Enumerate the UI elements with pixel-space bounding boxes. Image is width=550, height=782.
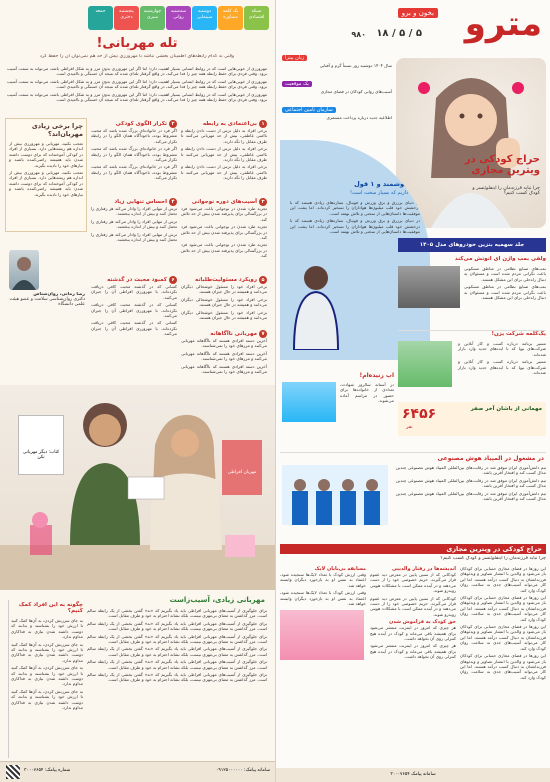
blue-subheading: قبول داریم که بسیار سخت است!	[350, 190, 420, 196]
footer-number: سامانه پیامک: ۰۹۱۲۵۰۰۰۰۰۰	[216, 768, 270, 773]
section-title-text: مهربانی ناآگاهانه	[210, 331, 257, 337]
news-item-1	[398, 256, 546, 328]
teaser-text: سال ۱۴۰۴ دوشنبه روز نسبتاً گرم و آفتابی	[319, 63, 392, 68]
stat-title: مهمانی از باشان آخر صفر	[470, 406, 542, 412]
mid-text: این روزها در فضای مجازی حسابی برای کودکان باز می‌شود و والدین با انتشار تصاویر و ویدئوهای فرزندانشان به دنبال کسب درآمد هستند. اما این کار می‌تواند آسیب‌های جدی به سلامت روان کودک وارد کند. این روزها در فضای مجازی حسابی برای کودکان باز می‌شود و والدین با انتشار تصاویر و ویدئوهای فرزندانشان به دنبال کسب درآمد هستند. اما این کار می‌تواند آسیب‌های جدی به سلامت روان کودک وارد کند. این روزها در فضای مجازی حسابی برای کودکان باز می‌شود و والدین با انتشار تصاویر و ویدئوهای فرزندانشان به دنبال کسب درآمد هستند. اما این کار می‌تواند آسیب‌های جدی به سلامت روان کودک وارد کند. این روزها در فضای مجازی حسابی برای کودکان باز می‌شود و والدین با انتشار تصاویر و ویدئوهای فرزندانشان به دنبال کسب درآمد هستند. اما این کار می‌تواند آسیب‌های جدی به سلامت روان کودک وارد کند.	[460, 566, 546, 680]
col-3-title: مسابقه بی‌پایان لایک	[314, 566, 366, 572]
section-number: ۷	[259, 330, 267, 338]
olympiad-photo	[282, 465, 388, 525]
section-number: ۵	[259, 276, 267, 284]
issue-number: ۹۸۰	[351, 30, 366, 39]
category-tab[interactable]: دوشنبه سینمایی	[192, 6, 217, 30]
section-text: آخرین دسته افرادی هستند که ناآگاهانه مهربانی می‌کنند و مرزهای خود را نمی‌شناسند. آخرین دسته افرادی هستند که ناآگاهانه مهربانی می‌کنند و مرزهای خود را نمی‌شناسند. آخرین دسته افرادی هستند که ناآگاهانه مهربانی می‌کنند و مرزهای خود را نمی‌شناسند.	[181, 338, 267, 375]
section-title	[91, 120, 177, 128]
section-title	[181, 330, 267, 338]
col-3-text: وقتی ارزش کودک با تعداد لایک‌ها سنجیده شود، اعتماد به نفس او به بازخورد دیگران وابسته خواهد شد. وقتی ارزش کودک با تعداد لایک‌ها سنجیده شود، اعتماد به نفس او به بازخورد دیگران وابسته خواهد شد.	[280, 572, 366, 607]
expert-name: رضا زمانی، روان‌شناس	[33, 292, 85, 297]
teaser-item[interactable]	[282, 96, 392, 120]
teaser-title: سازمان تأمین اجتماعی	[282, 107, 336, 113]
news-item-2	[398, 330, 546, 401]
bottom-side-title: چگونه به این افراد کمک کنیم؟	[18, 602, 83, 614]
logo: مترو	[464, 4, 542, 44]
pool-text: در آستانه سالروز شهادت، تعدادی از خانواده‌ها برای حضور در مراسم آماده می‌شوند.	[340, 382, 394, 404]
section-number: ۱	[259, 120, 267, 128]
blue-heading: یک هوشمند و ۱ قول	[354, 180, 420, 188]
news-2-title: یک‌کلمه شرکت یزن!	[491, 331, 546, 337]
page-subtitle: وقتی به کدام رابطه‌های اطمینان بخشی نباشد با مهرورزی بیش از حد هم نمی‌توان آن را حفظ کرد	[39, 54, 235, 59]
section-title-text: بی‌اعتمادی به رابطه	[202, 121, 257, 127]
mid-subtitle: چرا نباید فرزندمان را اینفلوئنسر و کودک کسب کنیم؟	[440, 556, 546, 561]
sidebar-box	[5, 118, 87, 232]
bottom-side	[8, 600, 85, 758]
section-number: ۲	[169, 120, 177, 128]
stat-label: نفر	[406, 424, 413, 430]
book-cover-left: کتاب: دیگر مهربانی نکن	[18, 415, 64, 475]
section-item	[91, 198, 177, 272]
teaser-title: یک موقعیت	[282, 81, 312, 87]
section-item	[181, 120, 267, 194]
section-title	[181, 120, 267, 128]
category-tab[interactable]: شبکه اقتصادی	[244, 6, 269, 30]
pool-story	[282, 372, 394, 450]
stat-number: ۶۴۵۶	[402, 406, 437, 422]
section-title-text: احساس تنهایی زیاد	[114, 199, 167, 205]
bottom-text: برای جلوگیری از آسیب‌های مهربانی افراطی باید یاد بگیریم که «نه» گفتن بخشی از یک رابطه سالم است. مرز گذاشتن به معنای بی‌مهری نیست، بلکه نشانه احترام به خود و طرف مقابل است. برای جلوگیری از آسیب‌های مهربانی افراطی باید یاد بگیریم که «نه» گفتن بخشی از یک رابطه سالم است. مرز گذاشتن به معنای بی‌مهری نیست، بلکه نشانه احترام به خود و طرف مقابل است. برای جلوگیری از آسیب‌های مهربانی افراطی باید یاد بگیریم که «نه» گفتن بخشی از یک رابطه سالم است. مرز گذاشتن به معنای بی‌مهری نیست، بلکه نشانه احترام به خود و طرف مقابل است. برای جلوگیری از آسیب‌های مهربانی افراطی باید یاد بگیریم که «نه» گفتن بخشی از یک رابطه سالم است. مرز گذاشتن به معنای بی‌مهری نیست، بلکه نشانه احترام به خود و طرف مقابل است. برای جلوگیری از آسیب‌های مهربانی افراطی باید یاد بگیریم که «نه» گفتن بخشی از یک رابطه سالم است. مرز گذاشتن به معنای بی‌مهری نیست، بلکه نشانه احترام به خود و طرف مقابل است. برای جلوگیری از آسیب‌های مهربانی افراطی باید یاد بگیریم که «نه» گفتن بخشی از یک رابطه سالم است. مرز گذاشتن به معنای بی‌مهری نیست، بلکه نشانه احترام به خود و طرف مقابل است.	[87, 608, 267, 683]
section-title	[91, 198, 177, 206]
col-2-text: هر چیزی که امروز در اینترنت منتشر می‌شود برای همیشه باقی می‌ماند و کودک در آینده هیچ کنترلی روی آن نخواهد داشت. هر چیزی که امروز در اینترنت منتشر می‌شود برای همیشه باقی می‌ماند و کودک در آینده هیچ کنترلی روی آن نخواهد داشت.	[370, 625, 456, 660]
section-item	[91, 276, 177, 350]
blue-text: در دنیای پرزرق و برق ورزش و فوتبال، ستاره‌های زیادی هستند که با درخشش خود قلب میلیون‌ها هواداران را تسخیر کرده‌اند. اما پشت این موفقیت‌ها داستان‌هایی از سختی و تلاش نهفته است. در دنیای پرزرق و برق ورزش و فوتبال، ستاره‌های زیادی هستند که با درخشش خود قلب میلیون‌ها هواداران را تسخیر کرده‌اند. اما پشت این موفقیت‌ها داستان‌هایی از سختی و تلاش نهفته است.	[290, 200, 420, 235]
section-title-text: آسیب‌های دوره نوجوانی	[191, 199, 257, 205]
section-title-text: رویکرد مسئولیت‌طلبانه	[195, 277, 257, 283]
expert-note: دکتری روان‌شناسی سلامت و عضو هیئت علمی دانشگاه	[9, 297, 85, 307]
news-1-title: ولفی بمب واژن آی اتوتش می‌کند	[454, 256, 546, 262]
section-number: ۴	[169, 198, 177, 206]
sidebar-text: تعجب نکنید، مهربانی و مهرورزی بیش از اندازه هم ریشه‌هایی دارد. بسیاری از افراد در کودکی آموخته‌اند که برای دوست داشته شدن باید همیشه راضی‌کننده باشند و نیازهای خود را نادیده بگیرند. تعجب نکنید، مهربانی و مهرورزی بیش از اندازه هم ریشه‌هایی دارد. بسیاری از افراد در کودکی آموخته‌اند که برای دوست داشته شدن باید همیشه راضی‌کننده باشند و نیازهای خود را نادیده بگیرند.	[9, 141, 83, 197]
masthead	[280, 4, 546, 44]
col-1-title: اندیشه‌ها در رفتار والدینی	[391, 566, 456, 572]
expert-photo	[9, 250, 39, 290]
footer-sms: شماره پیامک: ۳۰۰۰۷۶۵۴	[24, 768, 71, 773]
category-tab[interactable]: سه‌شنبه روانی	[166, 6, 191, 30]
section-text: اگر فرد در خانواده‌ای بزرگ شده باشد که محبت مشروط بوده، ناخودآگاه همان الگو را در رابطه تکرار می‌کند. اگر فرد در خانواده‌ای بزرگ شده باشد که محبت مشروط بوده، ناخودآگاه همان الگو را در رابطه تکرار می‌کند. اگر فرد در خانواده‌ای بزرگ شده باشد که محبت مشروط بوده، ناخودآگاه همان الگو را در رابطه تکرار می‌کند.	[91, 128, 177, 181]
bottom-side-text: به جای سرزنش کردن، به آن‌ها کمک کنید تا ارزش خود را بشناسند و بدانند که دوست داشته شدن نیازی به فداکاری مداوم ندارد. به جای سرزنش کردن، به آن‌ها کمک کنید تا ارزش خود را بشناسند و بدانند که دوست داشته شدن نیازی به فداکاری مداوم ندارد. به جای سرزنش کردن، به آن‌ها کمک کنید تا ارزش خود را بشناسند و بدانند که دوست داشته شدن نیازی به فداکاری مداوم ندارد. به جای سرزنش کردن، به آن‌ها کمک کنید تا ارزش خود را بشناسند و بدانند که دوست داشته شدن نیازی به فداکاری مداوم ندارد.	[11, 618, 83, 711]
logo-subtitle: بخون و برو	[398, 8, 438, 18]
news-2-photo	[398, 341, 452, 387]
category-tab[interactable]: پنجشنبه دختری	[114, 6, 139, 30]
column-3	[280, 566, 366, 762]
section-title	[91, 276, 177, 284]
section-item	[181, 198, 267, 272]
category-tab[interactable]: جمعه	[88, 6, 113, 30]
intro-text: مهرورزی از خوبی‌هایی است که در روابط انسانی بسیار اهمیت دارد؛ اما اگر این مهرورزی بدون مرز و به شکل افراطی باشد، می‌تواند به سمت آسیب برود. وقتی فردی برای حفظ رابطه همه چیز را فدا می‌کند، در واقع گرفتار تله‌ای شده که نتیجه آن خستگی و ناامیدی است. مهرورزی از خوبی‌هایی است که در روابط انسانی بسیار اهمیت دارد؛ اما اگر این مهرورزی بدون مرز و به شکل افراطی باشد، می‌تواند به سمت آسیب برود. وقتی فردی برای حفظ رابطه همه چیز را فدا می‌کند، در واقع گرفتار تله‌ای شده که نتیجه آن خستگی و ناامیدی است. مهرورزی از خوبی‌هایی است که در روابط انسانی بسیار اهمیت دارد؛ اما اگر این مهرورزی بدون مرز و به شکل افراطی باشد، می‌تواند به سمت آسیب برود. وقتی فردی برای حفظ رابطه همه چیز را فدا می‌کند، در واقع گرفتار تله‌ای شده که نتیجه آن خستگی و ناامیدی است.	[7, 66, 267, 103]
olympiad-story	[280, 452, 546, 541]
news-1-text: بمب‌های صنایع نظامی در مناطق مسکونی باعث نگرانی مردم شده است و مسئولان به دنبال راه‌حلی برای این مشکل هستند. بمب‌های صنایع نظامی در مناطق مسکونی باعث نگرانی مردم شده است و مسئولان به دنبال راه‌حلی برای این مشکل هستند.	[464, 266, 546, 301]
olympiad-text: تیم دانش‌آموزی ایران موفق شد در رقابت‌های بین‌المللی المپیاد هوش مصنوعی چندین مدال کسب کند و افتخار آفرین باشد. تیم دانش‌آموزی ایران موفق شد در رقابت‌های بین‌المللی المپیاد هوش مصنوعی چندین مدال کسب کند و افتخار آفرین باشد. تیم دانش‌آموزی ایران موفق شد در رقابت‌های بین‌المللی المپیاد هوش مصنوعی چندین مدال کسب کند و افتخار آفرین باشد.	[396, 465, 546, 502]
news-1-photo	[398, 266, 460, 308]
expert-caption	[7, 292, 85, 307]
section-item	[91, 120, 177, 194]
footballer-photo	[284, 260, 348, 350]
section-title-text: کمبود محبت در گذشته	[107, 277, 167, 283]
section-text: کسانی که در گذشته محبت کافی دریافت نکرده‌اند، با مهرورزی افراطی آن را جبران می‌کنند. کسانی که در گذشته محبت کافی دریافت نکرده‌اند، با مهرورزی افراطی آن را جبران می‌کنند. کسانی که در گذشته محبت کافی دریافت نکرده‌اند، با مهرورزی افراطی آن را جبران می‌کنند.	[91, 284, 177, 337]
section-number: ۶	[169, 276, 177, 284]
hero-title: حراج کودکی در ویترین مجازی	[464, 154, 540, 176]
olympiad-title: در مشغول در المپیاد هوش مصنوعی	[437, 455, 544, 462]
section-number: ۳	[259, 198, 267, 206]
category-tab[interactable]: یک کلمه مشاوره	[218, 6, 243, 30]
col-2-title: حق کودک به فراموش شدن	[388, 619, 456, 626]
col-1-text: کودکانی که از سنین پایین در معرض دید عموم قرار می‌گیرند، حریم خصوصی خود را از دست می‌دهند و در آینده ممکن است با مشکلات هویتی روبه‌رو شوند. کودکانی که از سنین پایین در معرض دید عموم قرار می‌گیرند، حریم خصوصی خود را از دست می‌دهند و در آینده ممکن است با مشکلات هویتی روبه‌رو شوند.	[370, 572, 456, 617]
section-title	[181, 198, 267, 206]
pool-photo	[282, 382, 336, 422]
page-title: تله مهربانی!	[96, 36, 178, 51]
sidebar-title: چرا برخی زیادی مهربان‌اند؟	[31, 122, 83, 138]
section-title	[181, 276, 267, 284]
news-2-text: مسیر برنامه درباره کسب و کار آنلاین و شرکت‌های نوپا که با ایده‌های جدید وارد بازار شده‌اند. مسیر برنامه درباره کسب و کار آنلاین و شرکت‌های نوپا که با ایده‌های جدید وارد بازار شده‌اند.	[458, 341, 546, 376]
section-text: ترس از تنهایی افراد را وادار می‌کند هر رفتاری را تحمل کنند و بیش از اندازه ببخشند. ترس از تنهایی افراد را وادار می‌کند هر رفتاری را تحمل کنند و بیش از اندازه ببخشند. ترس از تنهایی افراد را وادار می‌کند هر رفتاری را تحمل کنند و بیش از اندازه ببخشند.	[91, 206, 177, 243]
fuel-banner: جلد سهمیه‌ بنزین خودروهای مدل ۱۴۰۵	[398, 238, 546, 252]
column-1	[460, 566, 546, 762]
teaser-title: زنان پیتزا	[282, 55, 307, 61]
teaser-text: آسیب‌های روانی کودکان در فضای مجازی	[320, 89, 392, 94]
teaser-item[interactable]	[282, 70, 392, 94]
qr-code-icon	[6, 765, 20, 779]
phone-photo	[280, 610, 364, 660]
teaser-text: اطلاعیه جدید درباره پرداخت مستمری	[326, 115, 392, 120]
section-text: تجربه طرد شدن در نوجوانی باعث می‌شود فرد در بزرگسالی برای پذیرفته شدن بیش از حد تلاش کند. تجربه طرد شدن در نوجوانی باعث می‌شود فرد در بزرگسالی برای پذیرفته شدن بیش از حد تلاش کند. تجربه طرد شدن در نوجوانی باعث می‌شود فرد در بزرگسالی برای پذیرفته شدن بیش از حد تلاش کند.	[181, 206, 267, 259]
mid-title: حراج کودکی در ویترین مجازی	[280, 544, 546, 554]
section-text: برخی افراد به دلیل ترس از دست دادن رابطه و ناامنی عاطفی، بیش از حد مهربانی می‌کنند تا طرف مقابل را نگه دارند. برخی افراد به دلیل ترس از دست دادن رابطه و ناامنی عاطفی، بیش از حد مهربانی می‌کنند تا طرف مقابل را نگه دارند. برخی افراد به دلیل ترس از دست دادن رابطه و ناامنی عاطفی، بیش از حد مهربانی می‌کنند تا طرف مقابل را نگه دارند.	[181, 128, 267, 181]
left-footer	[0, 761, 276, 782]
book-cover-right: مهربان افراطی	[222, 440, 262, 495]
pool-title: آب زنیده‌ام!	[359, 372, 394, 379]
right-page	[276, 0, 550, 782]
teaser-item[interactable]	[282, 44, 392, 68]
category-tab[interactable]: چهارشنبه سبزی	[140, 6, 165, 30]
section-text: برخی افراد خود را مسئول خوشحالی دیگران می‌دانند و همیشه در حال جبران هستند. برخی افراد خود را مسئول خوشحالی دیگران می‌دانند و همیشه در حال جبران هستند. برخی افراد خود را مسئول خوشحالی دیگران می‌دانند و همیشه در حال جبران هستند.	[181, 284, 267, 321]
column-2	[370, 566, 456, 762]
bottom-title: مهربانی زیادی، آسیب‌زاست	[169, 596, 265, 604]
section-title-text: تکرار الگوی کودکی	[115, 121, 167, 127]
hero-subtitle: چرا نباید فرزندمان را اینفلوئنسر و کودک کسب کنیم؟	[472, 186, 540, 196]
date: ۵ / ۵ / ۱۸	[376, 28, 422, 39]
stat-box	[398, 402, 546, 436]
bottom-columns	[280, 566, 546, 762]
right-footer: سامانه پیامک ۳۰۰۰۷۶۵۴	[276, 768, 550, 782]
